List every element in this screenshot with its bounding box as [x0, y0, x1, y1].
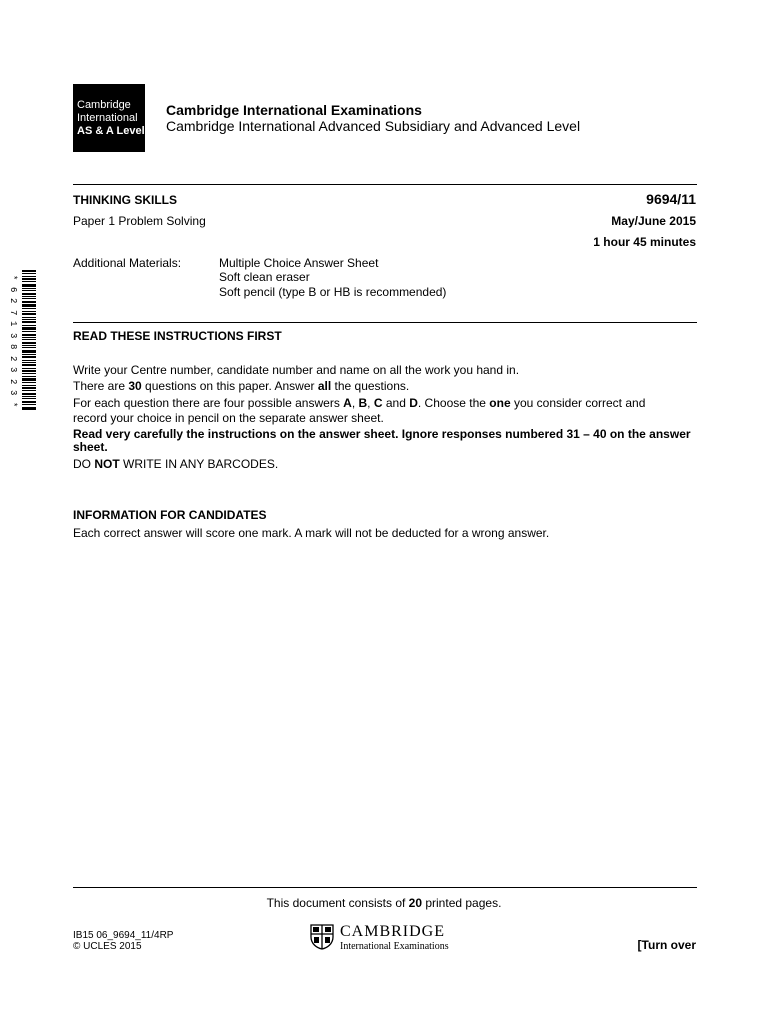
barcode-bar [22, 288, 36, 289]
exam-duration: 1 hour 45 minutes [593, 235, 696, 249]
information-heading: INFORMATION FOR CANDIDATES [73, 508, 267, 522]
barcode-bar [22, 270, 36, 272]
instruction-line: There are 30 questions on this paper. Answer all the questions. [73, 379, 410, 393]
paper-code: 9694/11 [646, 191, 696, 207]
instruction-line: For each question there are four possible answers A, B, C and D. Choose the one you consider correct and record your choice in pencil on the separate answer sheet. [73, 396, 646, 425]
barcode-bar [22, 345, 36, 346]
barcode-digit: 3 [7, 390, 18, 396]
barcode-bar [22, 356, 36, 358]
material-item: Multiple Choice Answer Sheet [219, 256, 379, 270]
barcode-digit: * [7, 275, 18, 281]
barcode-bar [22, 354, 36, 355]
logo-line1: Cambridge [77, 98, 131, 111]
barcode-bar [22, 284, 36, 287]
barcode-bar [22, 331, 36, 332]
barcode-bar [22, 311, 36, 312]
barcode-bar [22, 276, 36, 277]
barcode-bar [22, 350, 36, 353]
barcode-bar [22, 398, 36, 399]
instruction-line: Write your Centre number, candidate number and name on all the work you hand in. [73, 363, 520, 377]
cambridge-crest-icon [310, 924, 334, 950]
barcode-bar [22, 337, 36, 338]
barcode-bar [22, 396, 36, 397]
barcode-bar [22, 364, 36, 366]
turn-over: [Turn over [637, 938, 696, 952]
barcode-bar [22, 382, 36, 383]
logo-line2: International [77, 111, 138, 124]
barcode-bar [22, 304, 36, 307]
information-text: Each correct answer will score one mark. A mark will not be deducted for a wrong answer. [73, 526, 550, 540]
barcode-number [6, 272, 16, 410]
barcode-bar [22, 390, 36, 391]
barcode-bar [22, 339, 36, 340]
candidate-barcode [22, 270, 36, 410]
organisation-title: Cambridge International Examinations [166, 102, 422, 118]
exam-session: May/June 2015 [611, 214, 696, 228]
barcode-digit: * [7, 401, 18, 407]
instructions-rule [73, 322, 697, 323]
barcode-bar [22, 273, 36, 274]
subject-title: THINKING SKILLS [73, 193, 177, 207]
barcode-bar [22, 342, 36, 344]
barcode-bar [22, 327, 36, 330]
materials-label: Additional Materials: [73, 256, 182, 270]
cambridge-as-a-level-logo [73, 84, 145, 152]
barcode-bar [22, 301, 36, 303]
barcode-bar [22, 362, 36, 363]
barcode-bar [22, 404, 36, 405]
barcode-bar [22, 401, 36, 403]
instructions-body [73, 363, 697, 472]
barcode-bar [22, 334, 36, 336]
barcode-bar [22, 385, 36, 386]
barcode-bar [22, 368, 36, 369]
barcode-digit: 7 [7, 309, 18, 315]
material-item: Soft clean eraser [219, 270, 310, 284]
page-count: This document consists of 20 printed pages. [266, 896, 502, 910]
copyright: © UCLES 2015 [73, 941, 142, 952]
barcode-bar [22, 308, 36, 309]
barcode-digit: 3 [7, 332, 18, 338]
barcode-bar [22, 378, 36, 381]
top-rule [73, 184, 697, 185]
barcode-bar [22, 347, 36, 348]
cambridge-wordmark-sub: International Examinations [340, 941, 449, 952]
logo-line3: AS & A Level [77, 124, 145, 137]
barcode-digit: 2 [7, 298, 18, 304]
barcode-bar [22, 317, 36, 318]
barcode-digit: 8 [7, 344, 18, 350]
barcode-bar [22, 370, 36, 372]
material-item: Soft pencil (type B or HB is recommended) [219, 285, 447, 299]
instruction-line: Read very carefully the instructions on the answer sheet. Ignore responses numbered 31 – 40 on the answer sheet. [73, 427, 691, 454]
footer-rule [73, 887, 697, 888]
barcode-bar [22, 296, 36, 297]
cambridge-wordmark: CAMBRIDGE [340, 923, 446, 940]
barcode-bar [22, 293, 36, 295]
barcode-bar [22, 325, 36, 326]
barcode-bar [22, 313, 36, 315]
barcode-bar [22, 376, 36, 377]
barcode-bar [22, 298, 36, 299]
qualification-title: Cambridge International Advanced Subsidiary and Advanced Level [166, 118, 581, 134]
barcode-bar [22, 278, 36, 280]
barcode-bar [22, 393, 36, 395]
instruction-line: DO NOT WRITE IN ANY BARCODES. [73, 457, 279, 471]
barcode-bar [22, 360, 36, 361]
barcode-digit: 1 [7, 321, 18, 327]
barcode-digit: 6 [7, 286, 18, 292]
barcode-bar [22, 407, 36, 410]
barcode-bar [22, 281, 36, 282]
barcode-bar [22, 319, 36, 320]
barcode-bar [22, 373, 36, 374]
barcode-bar [22, 290, 36, 291]
barcode-digit: 2 [7, 378, 18, 384]
barcode-digit: 3 [7, 367, 18, 373]
print-reference: IB15 06_9694_11/4RP [73, 930, 174, 941]
instructions-heading: READ THESE INSTRUCTIONS FIRST [73, 329, 282, 343]
paper-name: Paper 1 Problem Solving [73, 214, 206, 228]
barcode-bar [22, 321, 36, 323]
barcode-digit: 2 [7, 355, 18, 361]
barcode-bar [22, 387, 36, 389]
